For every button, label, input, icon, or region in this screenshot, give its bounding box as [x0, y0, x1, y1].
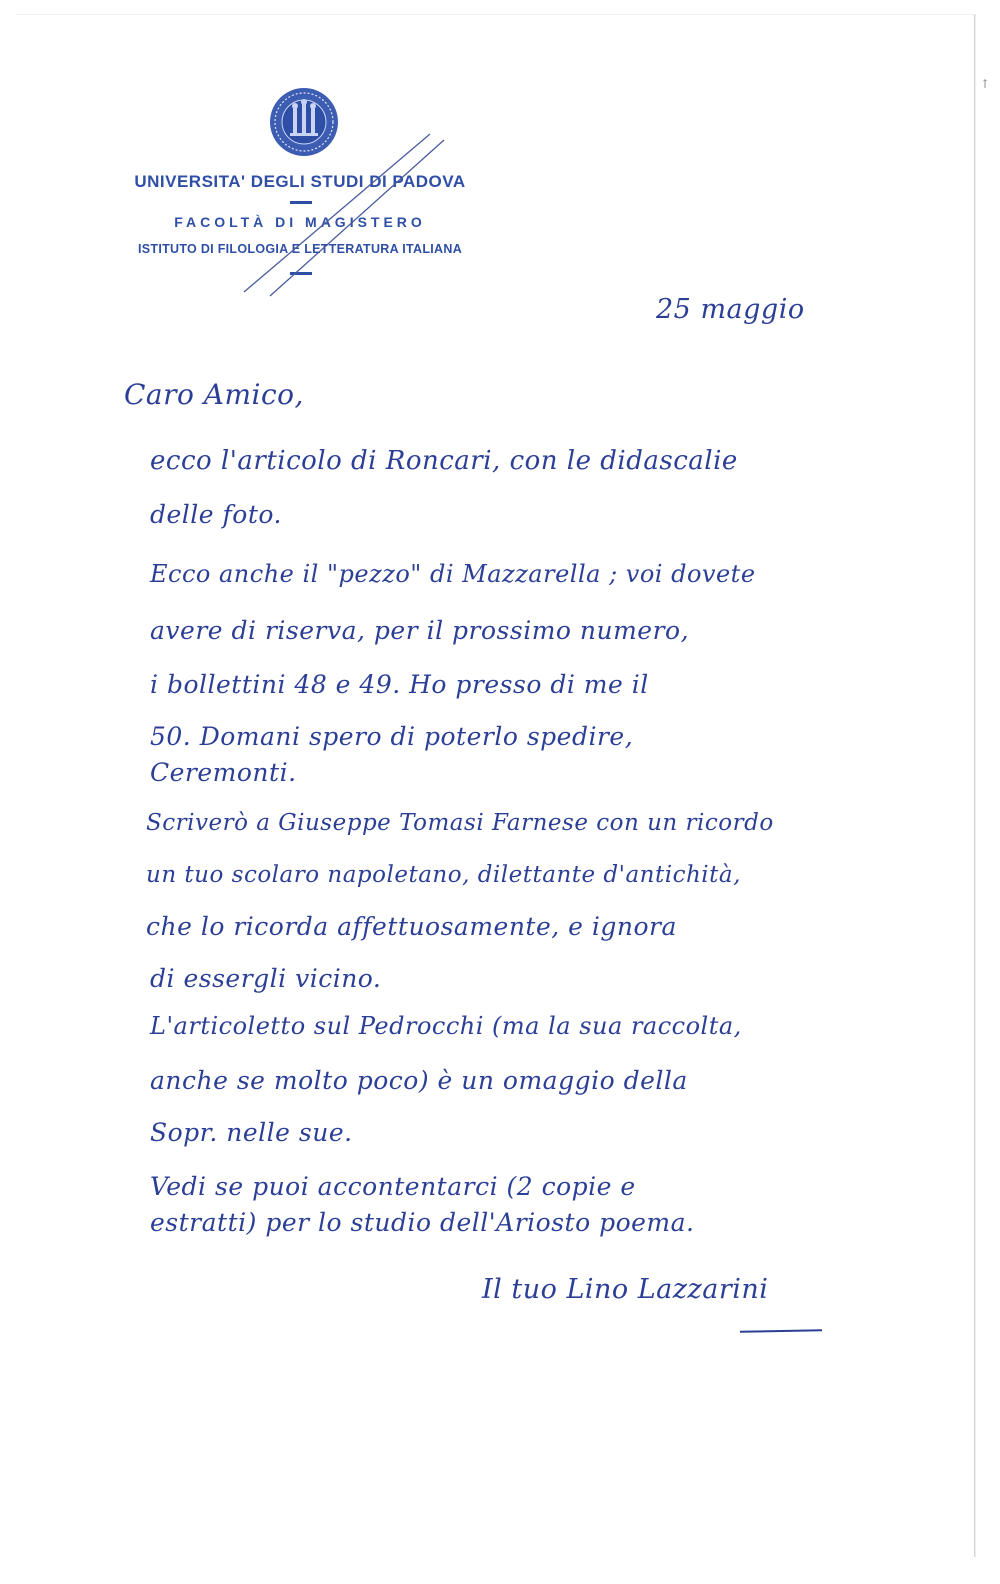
letter-line: Ecco anche il "pezzo" di Mazzarella ; voi dovete — [150, 560, 756, 588]
letter-line: Scriverò a Giuseppe Tomasi Farnese con un ricordo — [146, 810, 774, 836]
letter-line: Ceremonti. — [150, 758, 297, 787]
letter-line: delle foto. — [150, 500, 282, 529]
letter-line: L'articoletto sul Pedrocchi (ma la sua raccolta, — [150, 1012, 742, 1040]
letter-line: 50. Domani spero di poterlo spedire, — [150, 722, 634, 751]
letter-line: Sopr. nelle sue. — [150, 1118, 353, 1147]
letter-line: avere di riserva, per il prossimo numero, — [150, 616, 690, 645]
letterhead-university: UNIVERSITA' DEGLI STUDI DI PADOVA — [134, 172, 466, 191]
letter-date: 25 maggio — [656, 294, 805, 325]
letter-salutation: Caro Amico, — [124, 378, 304, 411]
letterhead-institute: ISTITUTO DI FILOLOGIA E LETTERATURA ITALIANA — [137, 242, 463, 256]
letter-closing: Il tuo Lino Lazzarini — [482, 1274, 769, 1305]
letter-line: i bollettini 48 e 49. Ho presso di me il — [150, 670, 649, 699]
letter-line: estratti) per lo studio dell'Ariosto poema. — [150, 1208, 695, 1237]
letter-line: che lo ricorda affettuosamente, e ignora — [146, 912, 677, 941]
pen-strokes — [230, 130, 450, 300]
letter-line: di essergli vicino. — [150, 964, 382, 993]
letter-line: anche se molto poco) è un omaggio della — [150, 1066, 688, 1095]
letter-line: ecco l'articolo di Roncari, con le didascalie — [150, 446, 738, 476]
letter-line: un tuo scolaro napoletano, dilettante d'antichità, — [146, 862, 741, 888]
letter-line: Vedi se puoi accontentarci (2 copie e — [150, 1172, 636, 1201]
letterhead-faculty: FACOLTÀ DI MAGISTERO — [174, 214, 426, 230]
margin-mark: ↑ — [980, 77, 991, 91]
